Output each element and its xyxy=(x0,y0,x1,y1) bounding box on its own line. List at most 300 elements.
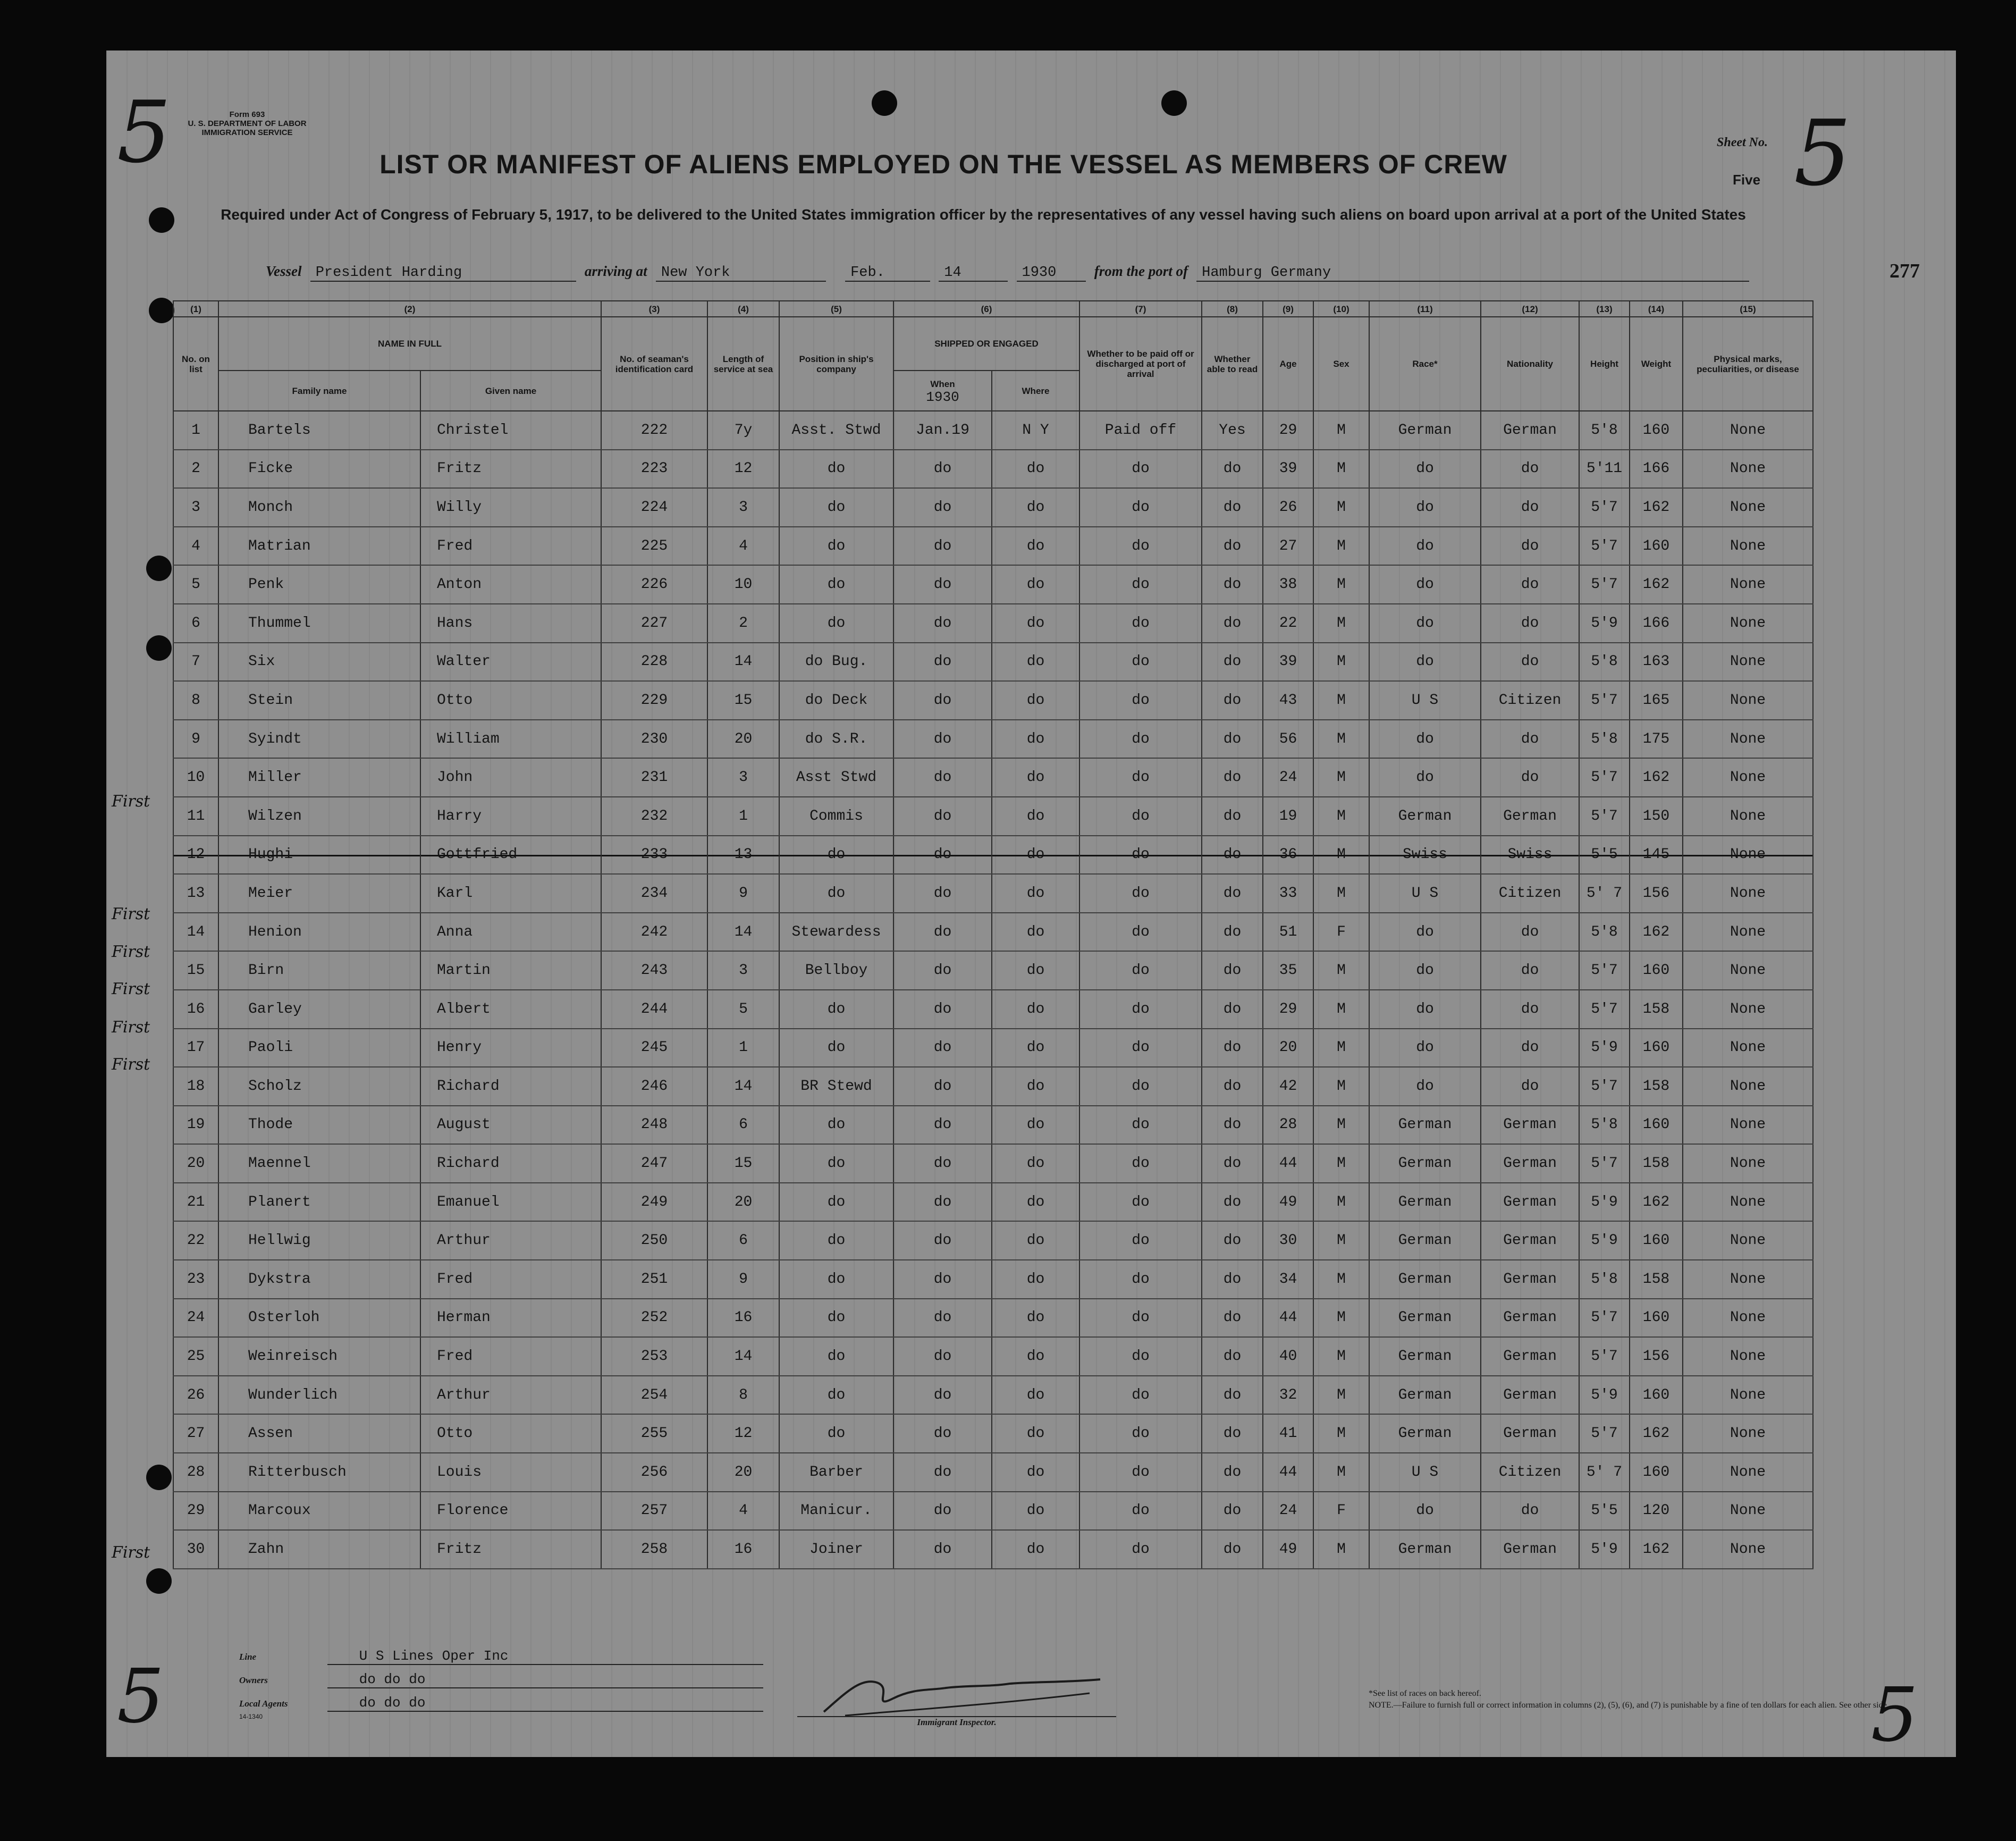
cell-height: 5'7 xyxy=(1579,527,1630,566)
cell-id-card: 250 xyxy=(601,1221,707,1260)
cell-height: 5'7 xyxy=(1579,1299,1630,1338)
cell-length: 3 xyxy=(707,951,779,990)
cell-nationality: German xyxy=(1481,1260,1579,1299)
cell-where: do xyxy=(992,874,1079,913)
cell-height: 5' 7 xyxy=(1579,1453,1630,1492)
cell-race: German xyxy=(1369,1144,1481,1183)
cell-race: German xyxy=(1369,1260,1481,1299)
cell-where: do xyxy=(992,643,1079,682)
cell-weight: 162 xyxy=(1630,913,1683,952)
cell-when: Jan.19 xyxy=(893,411,992,450)
cell-paid: do xyxy=(1079,836,1202,875)
cell-read: do xyxy=(1202,643,1263,682)
cell-given: Anton xyxy=(420,565,601,604)
sheet-number-label: Sheet No. xyxy=(1717,136,1768,149)
cell-where: do xyxy=(992,1106,1079,1145)
cell-paid: do xyxy=(1079,913,1202,952)
cell-family: Maennel xyxy=(218,1144,420,1183)
cell-race: do xyxy=(1369,604,1481,643)
cell-nationality: do xyxy=(1481,720,1579,759)
cell-no: 27 xyxy=(173,1414,218,1453)
cell-family: Dykstra xyxy=(218,1260,420,1299)
cell-read: do xyxy=(1202,874,1263,913)
header-nationality: Nationality xyxy=(1481,317,1579,411)
cell-paid: do xyxy=(1079,1492,1202,1531)
cell-paid: do xyxy=(1079,1337,1202,1376)
cell-read: do xyxy=(1202,990,1263,1029)
cell-read: do xyxy=(1202,1260,1263,1299)
cell-given: Anna xyxy=(420,913,601,952)
table-row xyxy=(173,720,1813,759)
cell-sex: M xyxy=(1313,1530,1369,1569)
cell-weight: 158 xyxy=(1630,990,1683,1029)
margin-note: First xyxy=(112,943,150,961)
cell-marks: None xyxy=(1683,681,1813,720)
cell-sex: M xyxy=(1313,758,1369,797)
cell-marks: None xyxy=(1683,643,1813,682)
cell-no: 22 xyxy=(173,1221,218,1260)
cell-no: 9 xyxy=(173,720,218,759)
cell-when: do xyxy=(893,951,992,990)
cell-position: do xyxy=(779,1376,893,1415)
cell-id-card: 229 xyxy=(601,681,707,720)
cell-id-card: 233 xyxy=(601,836,707,875)
form-service: IMMIGRATION SERVICE xyxy=(201,128,293,137)
header-name-in-full: NAME IN FULL xyxy=(218,317,601,371)
cell-age: 42 xyxy=(1263,1067,1313,1106)
cell-id-card: 234 xyxy=(601,874,707,913)
cell-when: do xyxy=(893,1453,992,1492)
cell-weight: 150 xyxy=(1630,797,1683,836)
cell-age: 27 xyxy=(1263,527,1313,566)
cell-when: do xyxy=(893,990,992,1029)
table-row xyxy=(173,527,1813,566)
cell-position: do Deck xyxy=(779,681,893,720)
margin-note: First xyxy=(112,905,150,923)
cell-marks: None xyxy=(1683,951,1813,990)
form-department: U. S. DEPARTMENT OF LABOR xyxy=(188,119,307,128)
cell-position: do xyxy=(779,1337,893,1376)
header-position: Position in ship's company xyxy=(779,317,893,411)
form-number: Form 693 xyxy=(229,110,265,119)
cell-height: 5'9 xyxy=(1579,604,1630,643)
cell-age: 41 xyxy=(1263,1414,1313,1453)
cell-paid: do xyxy=(1079,1067,1202,1106)
cell-where: do xyxy=(992,990,1079,1029)
cell-nationality: do xyxy=(1481,1029,1579,1067)
cell-marks: None xyxy=(1683,1106,1813,1145)
cell-weight: 162 xyxy=(1630,565,1683,604)
cell-no: 7 xyxy=(173,643,218,682)
cell-height: 5'5 xyxy=(1579,836,1630,875)
cell-read: do xyxy=(1202,951,1263,990)
arrival-year: 1930 xyxy=(1017,265,1086,282)
table-row xyxy=(173,488,1813,527)
cell-age: 35 xyxy=(1263,951,1313,990)
cell-read: do xyxy=(1202,758,1263,797)
cell-when: do xyxy=(893,643,992,682)
cell-position: do xyxy=(779,1299,893,1338)
cell-marks: None xyxy=(1683,758,1813,797)
cell-height: 5'7 xyxy=(1579,1414,1630,1453)
cell-age: 32 xyxy=(1263,1376,1313,1415)
page-subtitle: Required under Act of Congress of February 5, 1917, to be delivered to the United States immigration officer by the representatives of any vessel having such aliens on board upon arrival at a port of the United States xyxy=(221,206,1746,223)
cell-family: Miller xyxy=(218,758,420,797)
cell-position: Joiner xyxy=(779,1530,893,1569)
cell-given: Emanuel xyxy=(420,1183,601,1222)
cell-family: Zahn xyxy=(218,1530,420,1569)
cell-weight: 158 xyxy=(1630,1067,1683,1106)
cell-sex: M xyxy=(1313,527,1369,566)
cell-no: 28 xyxy=(173,1453,218,1492)
header-given-name: Given name xyxy=(420,371,601,411)
table-row xyxy=(173,450,1813,489)
cell-paid: do xyxy=(1079,681,1202,720)
cell-read: do xyxy=(1202,797,1263,836)
cell-age: 36 xyxy=(1263,836,1313,875)
form-code: 14-1340 xyxy=(239,1713,263,1720)
cell-length: 15 xyxy=(707,1144,779,1183)
cell-when: do xyxy=(893,1376,992,1415)
cell-family: Stein xyxy=(218,681,420,720)
cell-nationality: German xyxy=(1481,1530,1579,1569)
cell-position: Stewardess xyxy=(779,913,893,952)
table-row xyxy=(173,1260,1813,1299)
cell-nationality: do xyxy=(1481,1067,1579,1106)
cell-sex: M xyxy=(1313,1453,1369,1492)
cell-when: do xyxy=(893,1221,992,1260)
cell-marks: None xyxy=(1683,411,1813,450)
cell-race: German xyxy=(1369,411,1481,450)
cell-given: Fred xyxy=(420,527,601,566)
cell-given: Karl xyxy=(420,874,601,913)
table-row xyxy=(173,604,1813,643)
cell-where: do xyxy=(992,1376,1079,1415)
cell-id-card: 249 xyxy=(601,1183,707,1222)
header-able-to-read: Whether able to read xyxy=(1202,317,1263,411)
cell-family: Hughi xyxy=(218,836,420,875)
cell-given: Herman xyxy=(420,1299,601,1338)
cell-race: do xyxy=(1369,450,1481,489)
punch-hole-left-3 xyxy=(146,556,172,581)
cell-sex: M xyxy=(1313,797,1369,836)
table-row xyxy=(173,1221,1813,1260)
cell-length: 12 xyxy=(707,450,779,489)
cell-nationality: Citizen xyxy=(1481,874,1579,913)
cell-age: 38 xyxy=(1263,565,1313,604)
cell-where: do xyxy=(992,836,1079,875)
sheet-number-handwritten: 5 xyxy=(1794,101,1852,206)
cell-when: do xyxy=(893,1260,992,1299)
cell-height: 5'7 xyxy=(1579,488,1630,527)
table-row xyxy=(173,1376,1813,1415)
table-row xyxy=(173,1067,1813,1106)
cell-given: Harry xyxy=(420,797,601,836)
col-number-7: (7) xyxy=(1079,301,1202,317)
cell-position: do xyxy=(779,604,893,643)
cell-height: 5'8 xyxy=(1579,913,1630,952)
cell-sex: F xyxy=(1313,913,1369,952)
cell-marks: None xyxy=(1683,488,1813,527)
cell-id-card: 244 xyxy=(601,990,707,1029)
cell-no: 3 xyxy=(173,488,218,527)
cell-age: 44 xyxy=(1263,1299,1313,1338)
cell-no: 10 xyxy=(173,758,218,797)
cell-length: 8 xyxy=(707,1376,779,1415)
cell-no: 21 xyxy=(173,1183,218,1222)
cell-id-card: 247 xyxy=(601,1144,707,1183)
cell-weight: 162 xyxy=(1630,1183,1683,1222)
cell-read: do xyxy=(1202,1530,1263,1569)
cell-id-card: 254 xyxy=(601,1376,707,1415)
cell-id-card: 246 xyxy=(601,1067,707,1106)
cell-read: do xyxy=(1202,1067,1263,1106)
cell-marks: None xyxy=(1683,720,1813,759)
cell-weight: 160 xyxy=(1630,1453,1683,1492)
cell-family: Weinreisch xyxy=(218,1337,420,1376)
arrival-month: Feb. xyxy=(845,265,930,282)
cell-nationality: German xyxy=(1481,1376,1579,1415)
cell-age: 33 xyxy=(1263,874,1313,913)
cell-given: Fritz xyxy=(420,450,601,489)
col-number-3: (3) xyxy=(601,301,707,317)
cell-no: 11 xyxy=(173,797,218,836)
cell-id-card: 253 xyxy=(601,1337,707,1376)
cell-length: 20 xyxy=(707,1453,779,1492)
inspector-label: Immigrant Inspector. xyxy=(797,1716,1116,1728)
cell-weight: 162 xyxy=(1630,488,1683,527)
cell-given: Willy xyxy=(420,488,601,527)
cell-id-card: 230 xyxy=(601,720,707,759)
cell-height: 5'8 xyxy=(1579,1106,1630,1145)
col-number-5: (5) xyxy=(779,301,893,317)
cell-family: Assen xyxy=(218,1414,420,1453)
cell-paid: do xyxy=(1079,604,1202,643)
cell-given: Fred xyxy=(420,1260,601,1299)
col-number-14: (14) xyxy=(1630,301,1683,317)
col-number-4: (4) xyxy=(707,301,779,317)
cell-sex: M xyxy=(1313,681,1369,720)
cell-position: do xyxy=(779,565,893,604)
cell-where: do xyxy=(992,758,1079,797)
punch-hole-left-6 xyxy=(146,1568,172,1594)
cell-family: Meier xyxy=(218,874,420,913)
column-number-row xyxy=(173,301,1813,317)
cell-height: 5'7 xyxy=(1579,951,1630,990)
cell-height: 5'8 xyxy=(1579,643,1630,682)
cell-sex: M xyxy=(1313,1183,1369,1222)
cell-position: do xyxy=(779,1029,893,1067)
cell-where: do xyxy=(992,797,1079,836)
cell-given: Fritz xyxy=(420,1530,601,1569)
cell-paid: do xyxy=(1079,488,1202,527)
cell-race: do xyxy=(1369,758,1481,797)
cell-nationality: Citizen xyxy=(1481,1453,1579,1492)
cell-race: German xyxy=(1369,1414,1481,1453)
cell-weight: 166 xyxy=(1630,604,1683,643)
table-row xyxy=(173,951,1813,990)
cell-id-card: 232 xyxy=(601,797,707,836)
cell-id-card: 242 xyxy=(601,913,707,952)
cell-marks: None xyxy=(1683,1414,1813,1453)
cell-where: do xyxy=(992,1337,1079,1376)
cell-no: 5 xyxy=(173,565,218,604)
cell-when: do xyxy=(893,681,992,720)
cell-race: German xyxy=(1369,1183,1481,1222)
cell-sex: M xyxy=(1313,874,1369,913)
cell-weight: 156 xyxy=(1630,874,1683,913)
cell-marks: None xyxy=(1683,1183,1813,1222)
cell-race: do xyxy=(1369,643,1481,682)
agents-label: Local Agents xyxy=(239,1699,288,1709)
cell-weight: 162 xyxy=(1630,758,1683,797)
cell-age: 28 xyxy=(1263,1106,1313,1145)
cell-length: 2 xyxy=(707,604,779,643)
cell-read: do xyxy=(1202,1144,1263,1183)
cell-marks: None xyxy=(1683,1299,1813,1338)
cell-weight: 175 xyxy=(1630,720,1683,759)
cell-no: 15 xyxy=(173,951,218,990)
cell-age: 56 xyxy=(1263,720,1313,759)
cell-weight: 160 xyxy=(1630,1106,1683,1145)
table-row xyxy=(173,1029,1813,1067)
cell-race: do xyxy=(1369,990,1481,1029)
vessel-name: President Harding xyxy=(310,265,576,282)
cell-paid: do xyxy=(1079,527,1202,566)
corner-handwritten-number: 5 xyxy=(117,82,171,182)
cell-nationality: German xyxy=(1481,1414,1579,1453)
cell-age: 24 xyxy=(1263,758,1313,797)
cell-nationality: do xyxy=(1481,450,1579,489)
cell-no: 23 xyxy=(173,1260,218,1299)
cell-position: do xyxy=(779,1183,893,1222)
cell-paid: do xyxy=(1079,990,1202,1029)
arriving-label: arriving at xyxy=(584,263,647,279)
cell-sex: M xyxy=(1313,1337,1369,1376)
cell-position: do xyxy=(779,1106,893,1145)
cell-read: do xyxy=(1202,1221,1263,1260)
cell-weight: 163 xyxy=(1630,643,1683,682)
cell-sex: M xyxy=(1313,604,1369,643)
cell-when: do xyxy=(893,1144,992,1183)
table-row xyxy=(173,1183,1813,1222)
cell-age: 49 xyxy=(1263,1530,1313,1569)
cell-position: Bellboy xyxy=(779,951,893,990)
cell-weight: 158 xyxy=(1630,1144,1683,1183)
cell-sex: M xyxy=(1313,1144,1369,1183)
cell-position: Barber xyxy=(779,1453,893,1492)
cell-given: John xyxy=(420,758,601,797)
cell-length: 4 xyxy=(707,1492,779,1531)
cell-given: Henry xyxy=(420,1029,601,1067)
cell-family: Garley xyxy=(218,990,420,1029)
table-row xyxy=(173,565,1813,604)
cell-marks: None xyxy=(1683,1453,1813,1492)
cell-height: 5'11 xyxy=(1579,450,1630,489)
cell-no: 20 xyxy=(173,1144,218,1183)
cell-when: do xyxy=(893,488,992,527)
cell-id-card: 252 xyxy=(601,1299,707,1338)
cell-position: do S.R. xyxy=(779,720,893,759)
cell-nationality: do xyxy=(1481,643,1579,682)
cell-no: 30 xyxy=(173,1530,218,1569)
col-number-11: (11) xyxy=(1369,301,1481,317)
cell-where: do xyxy=(992,720,1079,759)
cell-when: do xyxy=(893,913,992,952)
cell-height: 5'9 xyxy=(1579,1029,1630,1067)
cell-where: N Y xyxy=(992,411,1079,450)
cell-given: Louis xyxy=(420,1453,601,1492)
cell-id-card: 224 xyxy=(601,488,707,527)
vessel-info xyxy=(266,263,1749,282)
col-number-6: (6) xyxy=(893,301,1079,317)
cell-race: German xyxy=(1369,1530,1481,1569)
cell-read: do xyxy=(1202,1337,1263,1376)
table-row xyxy=(173,990,1813,1029)
cell-where: do xyxy=(992,1067,1079,1106)
cell-family: Paoli xyxy=(218,1029,420,1067)
punch-hole-top-right xyxy=(1161,90,1187,116)
cell-length: 14 xyxy=(707,1337,779,1376)
footer-notes xyxy=(1369,1688,1911,1711)
cell-where: do xyxy=(992,527,1079,566)
cell-sex: M xyxy=(1313,1260,1369,1299)
cell-paid: do xyxy=(1079,1453,1202,1492)
cell-id-card: 226 xyxy=(601,565,707,604)
cell-family: Wunderlich xyxy=(218,1376,420,1415)
cell-height: 5'7 xyxy=(1579,1337,1630,1376)
cell-length: 20 xyxy=(707,720,779,759)
punch-hole-left-5 xyxy=(146,1465,172,1490)
header-height: Height xyxy=(1579,317,1630,411)
cell-height: 5'9 xyxy=(1579,1530,1630,1569)
line-label: Line xyxy=(239,1652,257,1662)
cell-when: do xyxy=(893,1337,992,1376)
cell-marks: None xyxy=(1683,1337,1813,1376)
from-port-label: from the port of xyxy=(1094,263,1188,279)
cell-family: Penk xyxy=(218,565,420,604)
cell-marks: None xyxy=(1683,1376,1813,1415)
cell-marks: None xyxy=(1683,1067,1813,1106)
cell-read: do xyxy=(1202,1106,1263,1145)
cell-position: do xyxy=(779,874,893,913)
cell-family: Scholz xyxy=(218,1067,420,1106)
col-number-15: (15) xyxy=(1683,301,1813,317)
table-row xyxy=(173,874,1813,913)
margin-note: First xyxy=(112,1018,150,1037)
cell-no: 8 xyxy=(173,681,218,720)
cell-sex: M xyxy=(1313,1376,1369,1415)
cell-paid: do xyxy=(1079,1144,1202,1183)
cell-no: 14 xyxy=(173,913,218,952)
arrival-port: New York xyxy=(656,265,826,282)
page-title: LIST OR MANIFEST OF ALIENS EMPLOYED ON THE VESSEL AS MEMBERS OF CREW xyxy=(379,149,1507,179)
cell-where: do xyxy=(992,488,1079,527)
cell-marks: None xyxy=(1683,1530,1813,1569)
cell-height: 5'8 xyxy=(1579,720,1630,759)
cell-race: do xyxy=(1369,565,1481,604)
cell-race: German xyxy=(1369,1376,1481,1415)
cell-age: 43 xyxy=(1263,681,1313,720)
punch-hole-left-1 xyxy=(149,207,174,233)
cell-where: do xyxy=(992,1299,1079,1338)
cell-position: do xyxy=(779,1414,893,1453)
cell-length: 1 xyxy=(707,1029,779,1067)
cell-height: 5'9 xyxy=(1579,1221,1630,1260)
cell-height: 5'7 xyxy=(1579,1067,1630,1106)
cell-no: 1 xyxy=(173,411,218,450)
cell-height: 5' 7 xyxy=(1579,874,1630,913)
